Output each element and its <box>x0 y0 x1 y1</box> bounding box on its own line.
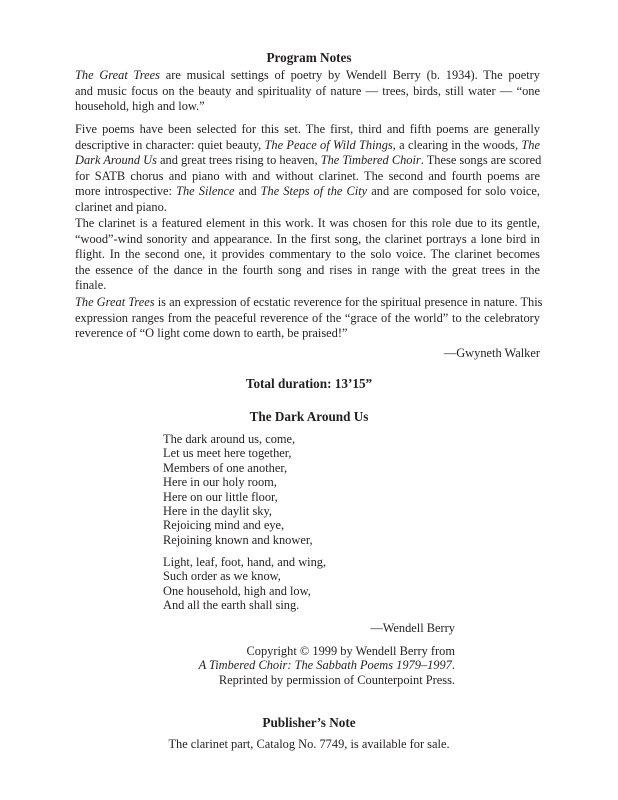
program-notes-paragraph-1: The Great Trees are musical settings of poetry by Wendell Berry (b. 1934). The poetry and music focus on the beauty and spirituality of nature — trees, birds, still water — “one household, high and low.” <box>75 68 540 114</box>
publishers-note-text: The clarinet part, Catalog No. 7749, is available for sale. <box>168 737 450 751</box>
book-title: A Timbered Choir: The Sabbath Poems 1979–1997 <box>198 658 452 673</box>
program-notes-paragraph-2: Five poems have been selected for this set. The first, third and fifth poems are generally descriptive in character: quiet beauty, The Peace of Wild Things, a clearing in the woods, The Dark Around Us and great trees rising to heaven, The Timbered Choir. These songs are scored for SATB chorus and piano with and without clarinet. The second and fourth poems are more introspective: The Silence and The Steps of the City and are composed for solo voice, clarinet and piano. <box>75 122 542 214</box>
poem-line: Such order as we know, <box>163 569 281 584</box>
poem-line: Rejoicing mind and eye, <box>163 518 285 533</box>
poem-line: Let us meet here together, <box>163 446 292 461</box>
poem-line: Here in our holy room, <box>163 475 277 490</box>
poem-line: The dark around us, come, <box>163 432 296 446</box>
poem-line: And all the earth shall sing. <box>163 598 300 613</box>
poem-line: Members of one another, <box>163 460 288 475</box>
poem-stanza-1 <box>163 432 313 547</box>
poem-line: Rejoining known and knower, <box>163 532 313 547</box>
poem-stanza-2 <box>163 555 326 613</box>
program-notes-paragraph-4: The Great Trees is an expression of ecstatic reverence for the spiritual presence in nature. This expression ranges from the peaceful reverence of the “grace of the world” to the celebratory reverence of “O light come down to earth, be praised!” <box>75 295 543 341</box>
poem-title: The Dark Around Us <box>249 409 369 424</box>
total-duration: Total duration: 13’15” <box>245 376 373 391</box>
publishers-note-heading: Publisher’s Note <box>262 715 356 730</box>
poem-line: Here in the daylit sky, <box>163 504 272 519</box>
poem-line: Here on our little floor, <box>163 489 278 504</box>
notes-signature: —Gwyneth Walker <box>443 346 540 360</box>
poem-author: —Wendell Berry <box>370 621 455 635</box>
program-notes-heading: Program Notes <box>266 50 352 65</box>
program-notes-paragraph-3: The clarinet is a featured element in this work. It was chosen for this role due to its gentle, “wood”-wind sonority and appearance. In the first song, the clarinet portrays a lone bird in flight. In the second one, it provides commentary to the solo voice. The clarinet becomes the essence of the dance in the fourth song and rises in range with the great trees in the finale. <box>75 216 540 293</box>
poem-line: One household, high and low, <box>163 583 311 598</box>
poem-line: Light, leaf, foot, hand, and wing, <box>163 555 327 569</box>
work-title: The Great Trees <box>75 68 160 82</box>
copyright-notice: Copyright © 1999 by Wendell Berry from A Timbered Choir: The Sabbath Poems 1979–1997. Reprinted by permission of Counterpoint Press. <box>198 644 455 687</box>
